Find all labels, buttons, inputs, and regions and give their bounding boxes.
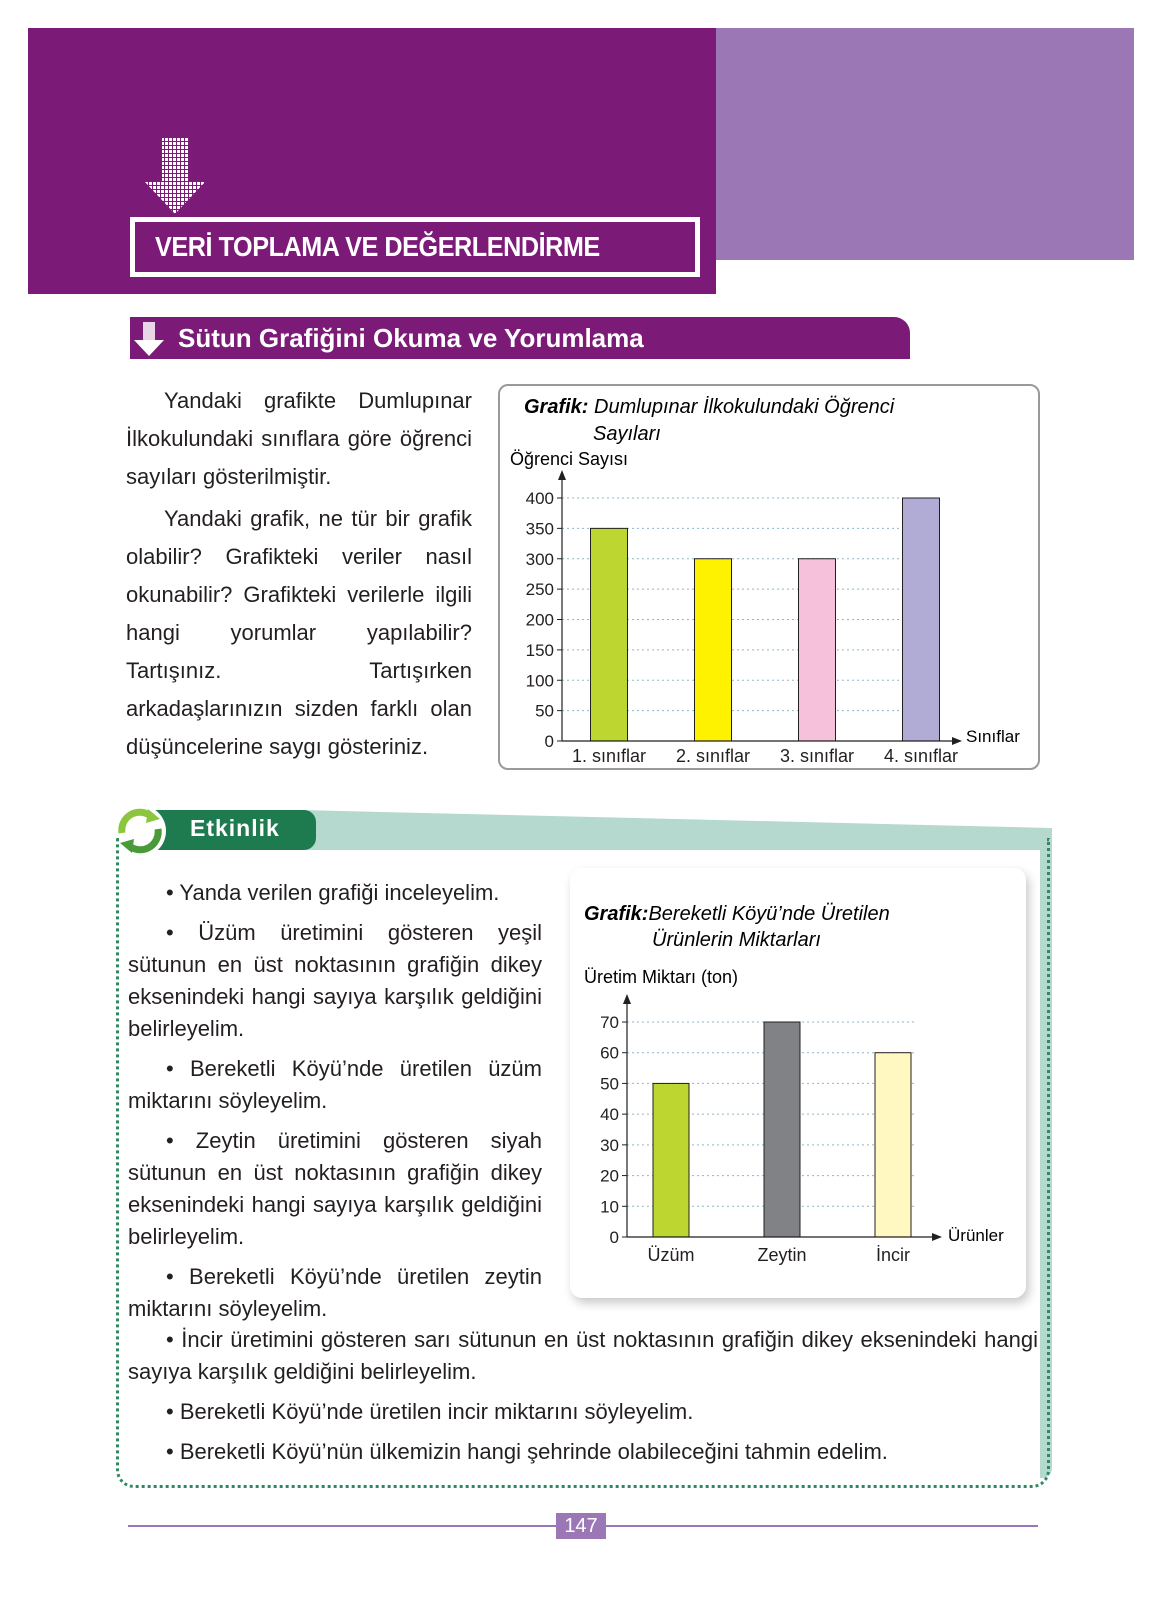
y-tick-label: 50 xyxy=(600,1074,619,1094)
y-tick-label: 40 xyxy=(600,1105,619,1125)
list-item: • Üzüm üretimini gösteren yeşil sütunun en üst noktasının grafiğin dikey eksenindeki hangi sayıya karşılık geldiğini belirleyelim. xyxy=(128,920,542,1041)
chart-title-prefix: Grafik: xyxy=(584,903,649,925)
list-item: • Bereketli Köyü’nün ülkemizin hangi şehrinde olabileceğini tahmin edelim. xyxy=(166,1439,888,1464)
chart-title: Bereketli Köyü’nde Üretilen xyxy=(648,903,890,925)
y-tick-label: 200 xyxy=(525,610,554,630)
y-tick-label: 30 xyxy=(600,1135,619,1155)
down-arrow-icon xyxy=(145,138,205,216)
bar-2-sınıflar xyxy=(695,559,732,741)
y-tick-label: 60 xyxy=(600,1043,619,1063)
bar-4-sınıflar xyxy=(903,498,940,741)
activity-bullets-full xyxy=(128,1324,1038,1476)
activity-bullets-left xyxy=(128,877,542,1333)
header-accent-panel xyxy=(716,28,1134,260)
intro-paragraph: Yandaki grafik, ne tür bir grafik olabilir? Grafikteki veriler nasıl okunabilir? Grafikteki verilerle ilgili hangi yorumlar yapılabilir? Tartışınız. Tartışırken arkadaşlarınızın sizden farklı olan düşüncelerine saygı gösteriniz. xyxy=(126,506,472,759)
bar-1-sınıflar xyxy=(591,528,628,741)
list-item: • Bereketli Köyü’nde üretilen zeytin miktarını söyleyelim. xyxy=(128,1264,542,1321)
activity-label: Etkinlik xyxy=(190,815,280,841)
chart-production xyxy=(570,868,1026,1298)
y-tick-label: 0 xyxy=(544,732,554,751)
x-tick-label: Üzüm xyxy=(647,1245,695,1265)
svg-text:Grafik: Dumlupınar İlkokulunda xyxy=(524,396,895,418)
x-axis-arrowhead xyxy=(932,1233,942,1241)
intro-paragraph: Yandaki grafikte Dumlupınar İlkokulundaki sınıflara göre öğrenci sayıları gösterilmiştir. xyxy=(126,388,472,489)
bar-üzüm xyxy=(653,1083,689,1237)
x-tick-label: 4. sınıflar xyxy=(883,746,959,766)
x-tick-label: Zeytin xyxy=(757,1245,807,1265)
page-number: 147 xyxy=(556,1513,606,1539)
page-title: VERİ TOPLAMA VE DEĞERLENDİRME xyxy=(155,231,600,262)
section-title: Sütun Grafiğini Okuma ve Yorumlama xyxy=(178,323,644,353)
x-axis-label: Ürünler xyxy=(948,1226,1004,1245)
y-tick-label: 0 xyxy=(609,1228,619,1247)
intro-text xyxy=(126,382,472,766)
y-tick-label: 300 xyxy=(525,549,554,569)
header-title-box xyxy=(130,217,700,277)
y-axis-arrowhead xyxy=(558,470,566,480)
chart-title-line2: Ürünlerin Miktarları xyxy=(652,929,821,951)
x-tick-label: 1. sınıflar xyxy=(571,746,647,766)
chart-students-box xyxy=(498,384,1040,770)
y-tick-label: 150 xyxy=(525,640,554,660)
bar-zeytin xyxy=(764,1022,800,1237)
svg-text:Grafik:Bereketli Köyü’nde Üret xyxy=(584,903,890,925)
bar-i-ncir xyxy=(875,1053,911,1237)
y-tick-label: 50 xyxy=(535,701,554,721)
list-item: • Yanda verilen grafiği inceleyelim. xyxy=(166,880,500,905)
chart-title-prefix: Grafik: xyxy=(524,396,589,418)
down-arrow-icon xyxy=(134,320,164,358)
chart-production-box xyxy=(570,868,1026,1298)
y-tick-label: 400 xyxy=(525,489,554,508)
bar-3-sınıflar xyxy=(799,559,836,741)
x-axis-label: Sınıflar xyxy=(966,727,1020,746)
x-tick-label: 2. sınıflar xyxy=(675,746,751,766)
list-item: • Bereketli Köyü’nde üretilen üzüm miktarını söyleyelim. xyxy=(128,1056,542,1113)
chart-title: Dumlupınar İlkokulundaki Öğrenci xyxy=(588,396,895,418)
x-axis-arrowhead xyxy=(952,737,962,745)
y-tick-label: 70 xyxy=(600,1013,619,1032)
y-tick-label: 20 xyxy=(600,1166,619,1186)
x-tick-label: 3. sınıflar xyxy=(779,746,855,766)
list-item: • İncir üretimini gösteren sarı sütunun en üst noktasının grafiğin dikey eksenindeki hangi sayıya karşılık geldiğini belirleyelim. xyxy=(128,1327,1038,1384)
y-axis-arrowhead xyxy=(623,994,631,1004)
list-item: • Bereketli Köyü’nde üretilen incir miktarını söyleyelim. xyxy=(166,1399,694,1424)
chart-title-line2: Sayıları xyxy=(593,423,661,445)
y-tick-label: 10 xyxy=(600,1197,619,1217)
y-tick-label: 250 xyxy=(525,580,554,600)
y-axis-label: Üretim Miktarı (ton) xyxy=(584,967,739,987)
y-axis-label: Öğrenci Sayısı xyxy=(510,449,629,469)
y-tick-label: 350 xyxy=(525,519,554,539)
list-item: • Zeytin üretimini gösteren siyah sütunun en üst noktasının grafiğin dikey eksenindeki hangi sayıya karşılık geldiğini belirleyelim. xyxy=(128,1128,542,1249)
y-tick-label: 100 xyxy=(525,671,554,691)
chart-students xyxy=(500,386,1038,768)
x-tick-label: İncir xyxy=(875,1245,911,1265)
